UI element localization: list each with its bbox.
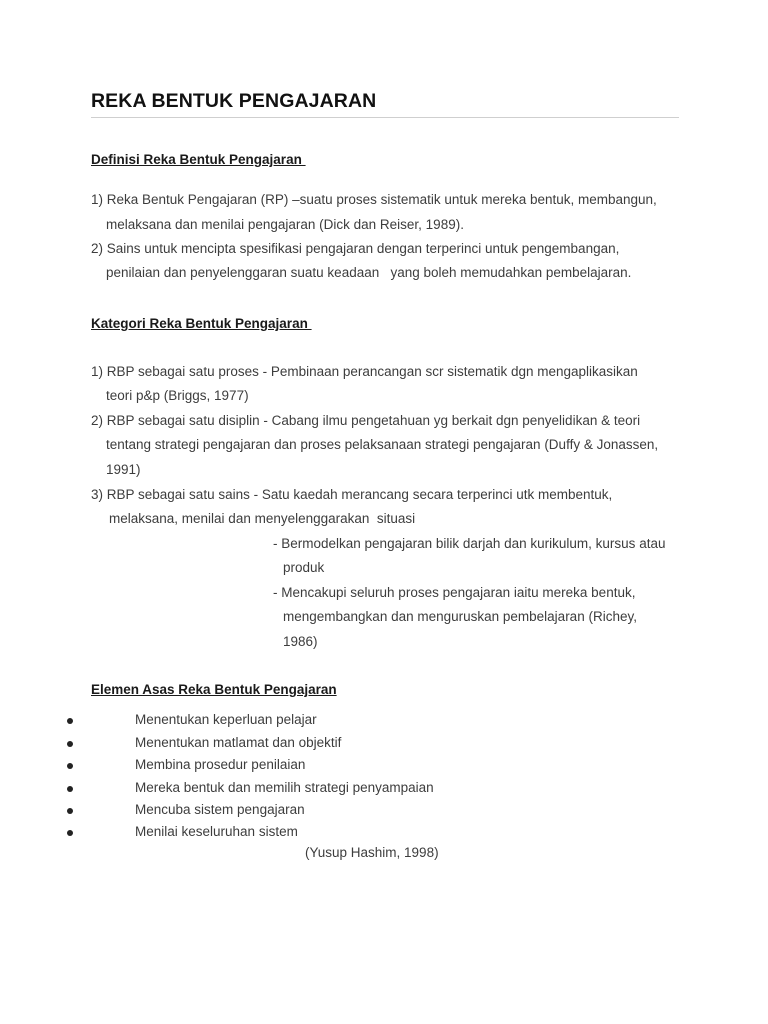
citation: (Yusup Hashim, 1998) [305, 845, 439, 860]
list-item: Menentukan keperluan pelajar [135, 712, 317, 727]
list-item: Mencuba sistem pengajaran [135, 802, 305, 817]
section-heading-elemen: Elemen Asas Reka Bentuk Pengajaran [91, 682, 337, 697]
definisi-line-4: penilaian dan penyelenggaran suatu keadaan yang boleh memudahkan pembelajaran. [106, 265, 632, 280]
kategori-line-6: 3) RBP sebagai satu sains - Satu kaedah merancang secara terperinci utk membentuk, [91, 487, 613, 502]
kategori-line-9: produk [283, 560, 325, 575]
kategori-line-8: - Bermodelkan pengajaran bilik darjah dan kurikulum, kursus atau [273, 536, 666, 551]
kategori-line-5: 1991) [106, 462, 141, 477]
page-title: REKA BENTUK PENGAJARAN [91, 90, 377, 112]
kategori-line-10: - Mencakupi seluruh proses pengajaran iaitu mereka bentuk, [273, 585, 636, 600]
definisi-line-1: 1) Reka Bentuk Pengajaran (RP) –suatu proses sistematik untuk mereka bentuk, membangun, [91, 192, 657, 207]
kategori-line-3: 2) RBP sebagai satu disiplin - Cabang ilmu pengetahuan yg berkait dgn penyelidikan & teori [91, 413, 641, 428]
list-item: Membina prosedur penilaian [135, 757, 306, 772]
kategori-line-7: melaksana, menilai dan menyelenggarakan situasi [109, 511, 416, 526]
section-heading-definisi: Definisi Reka Bentuk Pengajaran [91, 152, 306, 167]
kategori-line-1: 1) RBP sebagai satu proses - Pembinaan perancangan scr sistematik dgn mengaplikasikan [91, 364, 638, 379]
bullet-icon [67, 808, 73, 814]
kategori-line-4: tentang strategi pengajaran dan proses pelaksanaan strategi pengajaran (Duffy & Jonassen, [106, 437, 659, 452]
bullet-icon [67, 763, 73, 769]
kategori-line-12: 1986) [283, 634, 318, 649]
definisi-line-2: melaksana dan menilai pengajaran (Dick dan Reiser, 1989). [106, 217, 464, 232]
bullet-icon [67, 741, 73, 747]
bullet-icon [67, 830, 73, 836]
list-item: Mereka bentuk dan memilih strategi penyampaian [135, 780, 434, 795]
section-heading-kategori: Kategori Reka Bentuk Pengajaran [91, 316, 312, 331]
bullet-icon [67, 786, 73, 792]
list-item: Menentukan matlamat dan objektif [135, 735, 342, 750]
kategori-line-11: mengembangkan dan menguruskan pembelajaran (Richey, [283, 609, 637, 624]
list-item: Menilai keseluruhan sistem [135, 824, 298, 839]
kategori-line-2: teori p&p (Briggs, 1977) [106, 388, 249, 403]
definisi-line-3: 2) Sains untuk mencipta spesifikasi pengajaran dengan terperinci untuk pengembangan, [91, 241, 620, 256]
bullet-icon [67, 718, 73, 724]
title-divider [91, 117, 679, 118]
